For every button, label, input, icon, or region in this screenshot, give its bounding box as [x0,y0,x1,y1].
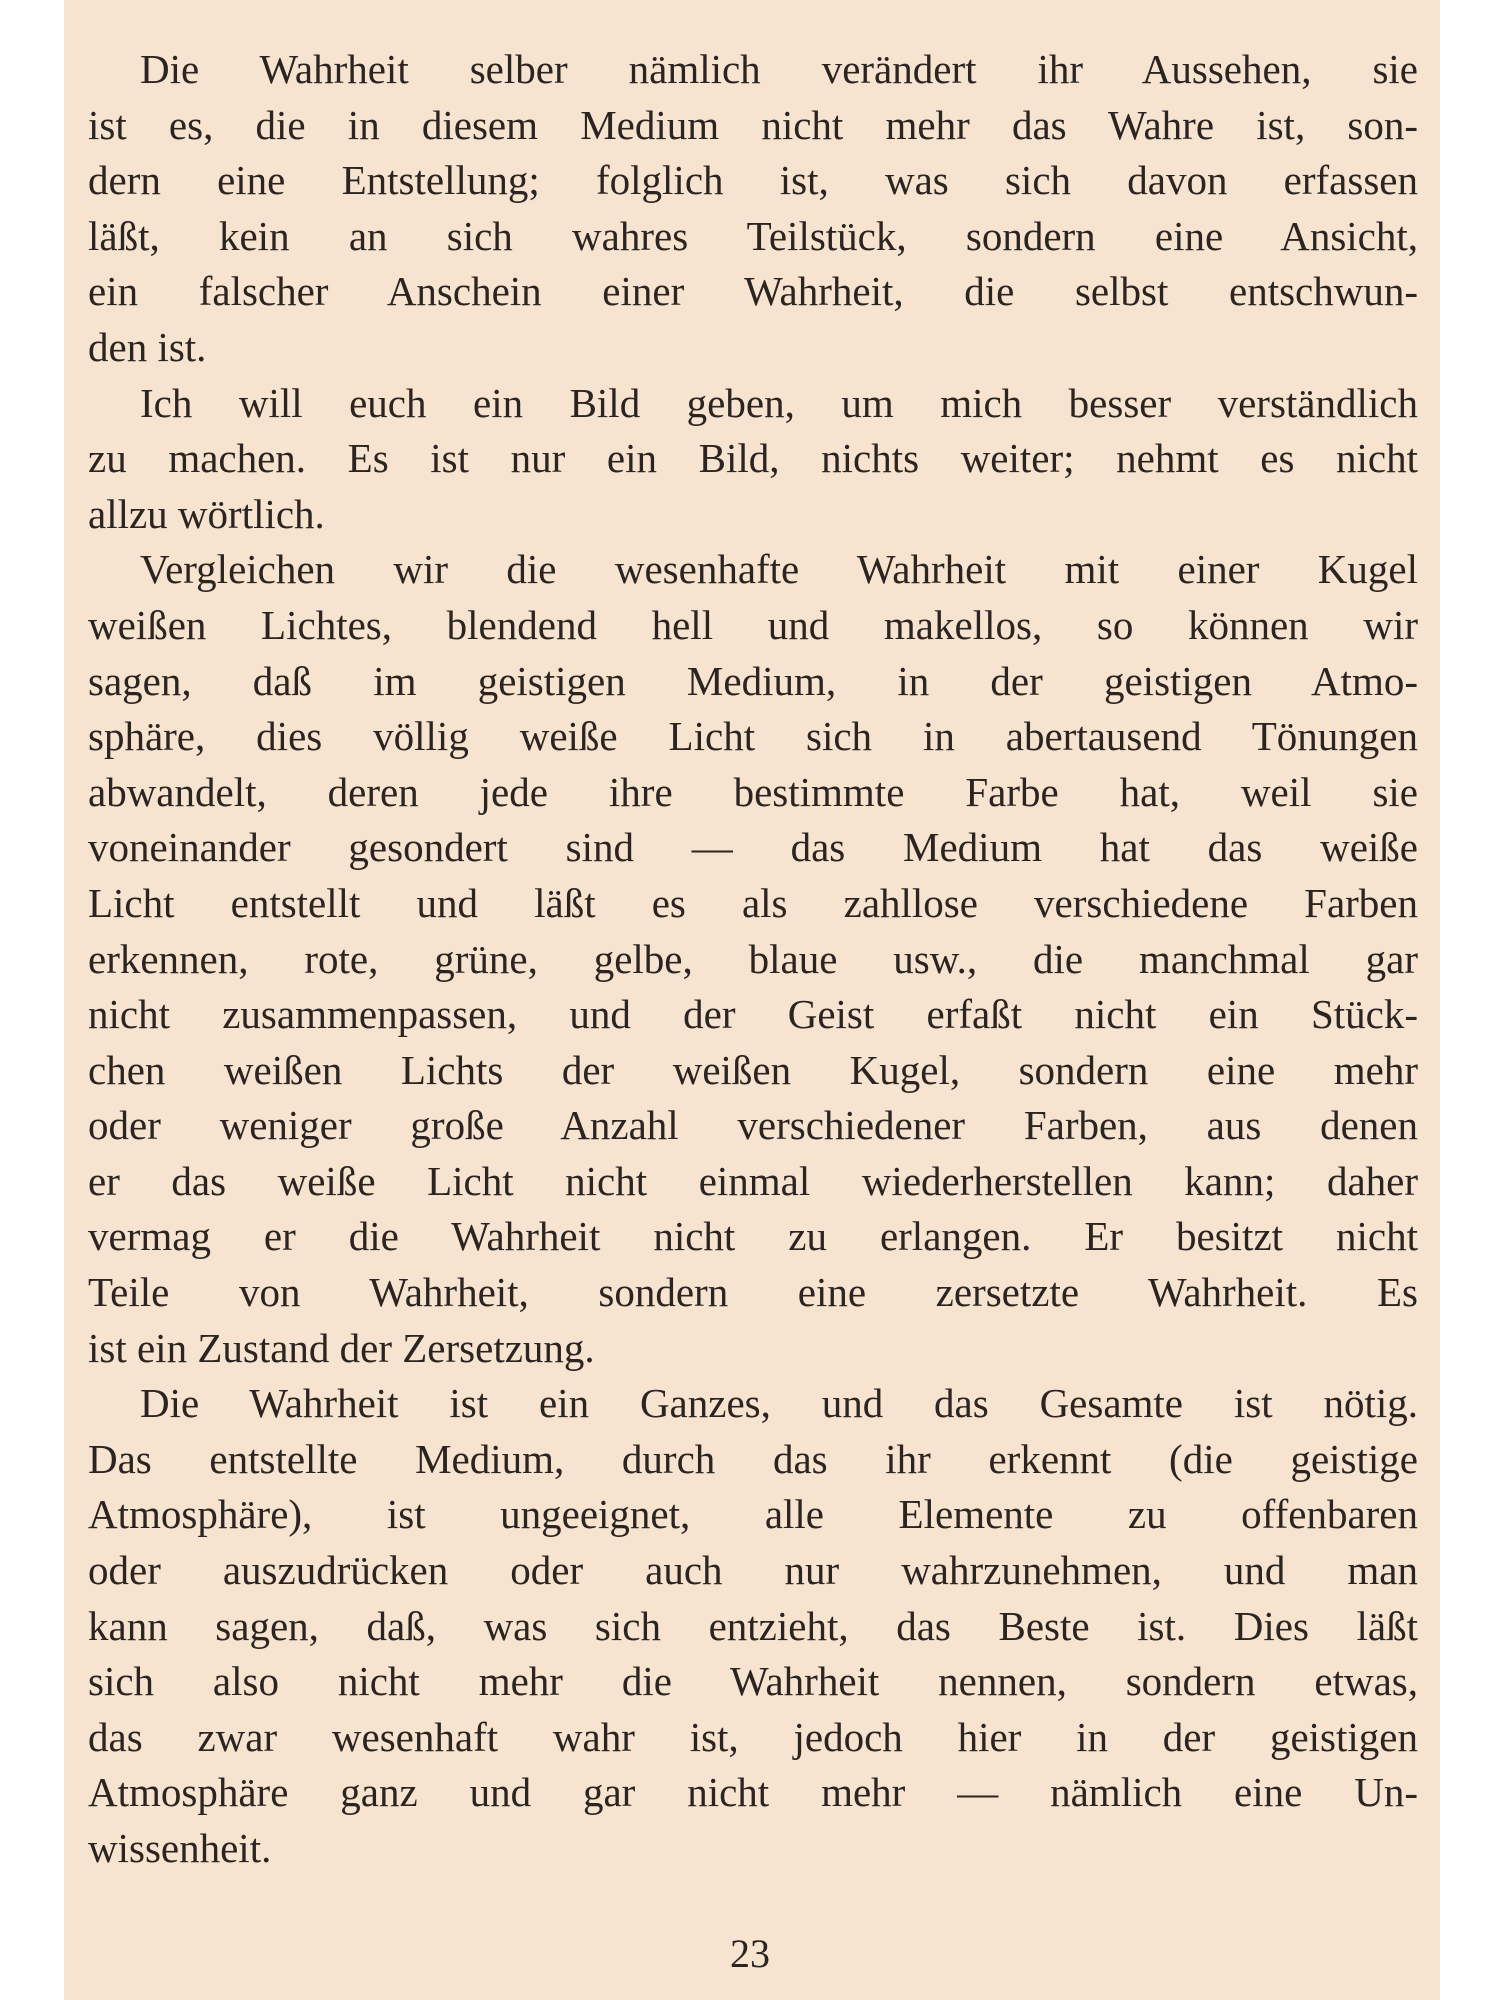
text-line: kann sagen, daß, was sich entzieht, das Beste ist. Dies läßt [88,1602,1418,1649]
text-line: das zwar wesenhaft wahr ist, jedoch hier in der geistigen [88,1713,1418,1760]
text-line: zu machen. Es ist nur ein Bild, nichts weiter; nehmt es nicht [88,435,1418,482]
text-line: abwandelt, deren jede ihre bestimmte Farbe hat, weil sie [88,768,1418,815]
paragraph [88,542,1418,1376]
text-line: weißen Lichtes, blendend hell und makellos, so können wir [88,601,1418,648]
text-line: wissenheit. [88,1825,272,1871]
text-line: Licht entstellt und läßt es als zahllose verschiedene Farben [88,879,1418,926]
paragraph [88,1376,1418,1876]
text-line: dern eine Entstellung; folglich ist, was sich davon erfassen [88,157,1418,204]
text-line: ist es, die in diesem Medium nicht mehr das Wahre ist, son- [88,101,1418,148]
text-line: sich also nicht mehr die Wahrheit nennen, sondern etwas, [88,1658,1418,1705]
body-text [88,42,1418,1877]
text-line: oder auszudrücken oder auch nur wahrzunehmen, und man [88,1547,1418,1594]
text-line: Das entstellte Medium, durch das ihr erkennt (die geistige [88,1435,1418,1482]
text-line: sagen, daß im geistigen Medium, in der geistigen Atmo- [88,657,1418,704]
text-line: Die Wahrheit ist ein Ganzes, und das Gesamte ist nötig. [140,1380,1418,1427]
text-line: Atmosphäre ganz und gar nicht mehr — nämlich eine Un- [88,1769,1418,1816]
paragraph [88,42,1418,376]
text-line: läßt, kein an sich wahres Teilstück, sondern eine Ansicht, [88,212,1418,259]
text-line: er das weiße Licht nicht einmal wiederherstellen kann; daher [88,1157,1418,1204]
text-line: Die Wahrheit selber nämlich verändert ihr Aussehen, sie [140,46,1418,92]
text-line: Vergleichen wir die wesenhafte Wahrheit mit einer Kugel [140,546,1418,593]
text-line: den ist. [88,323,207,370]
text-line: sphäre, dies völlig weiße Licht sich in abertausend Tönungen [88,713,1418,760]
text-line: voneinander gesondert sind — das Medium hat das weiße [88,824,1418,871]
text-line: Ich will euch ein Bild geben, um mich besser verständlich [140,379,1418,426]
text-line: ein falscher Anschein einer Wahrheit, die selbst entschwun- [88,268,1418,315]
text-line: ist ein Zustand der Zersetzung. [88,1324,595,1371]
text-line: Atmosphäre), ist ungeeignet, alle Elemente zu offenbaren [88,1491,1418,1538]
text-line: erkennen, rote, grüne, gelbe, blaue usw., die manchmal gar [88,935,1418,982]
page-number: 23 [730,1931,770,1976]
text-line: chen weißen Lichts der weißen Kugel, sondern eine mehr [88,1046,1418,1093]
text-line: vermag er die Wahrheit nicht zu erlangen. Er besitzt nicht [88,1213,1418,1260]
text-line: nicht zusammenpassen, und der Geist erfaßt nicht ein Stück- [88,991,1418,1038]
text-line: oder weniger große Anzahl verschiedener Farben, aus denen [88,1102,1418,1149]
text-line: Teile von Wahrheit, sondern eine zersetzte Wahrheit. Es [88,1269,1418,1316]
paragraph [88,376,1418,543]
text-line: allzu wörtlich. [88,490,325,537]
